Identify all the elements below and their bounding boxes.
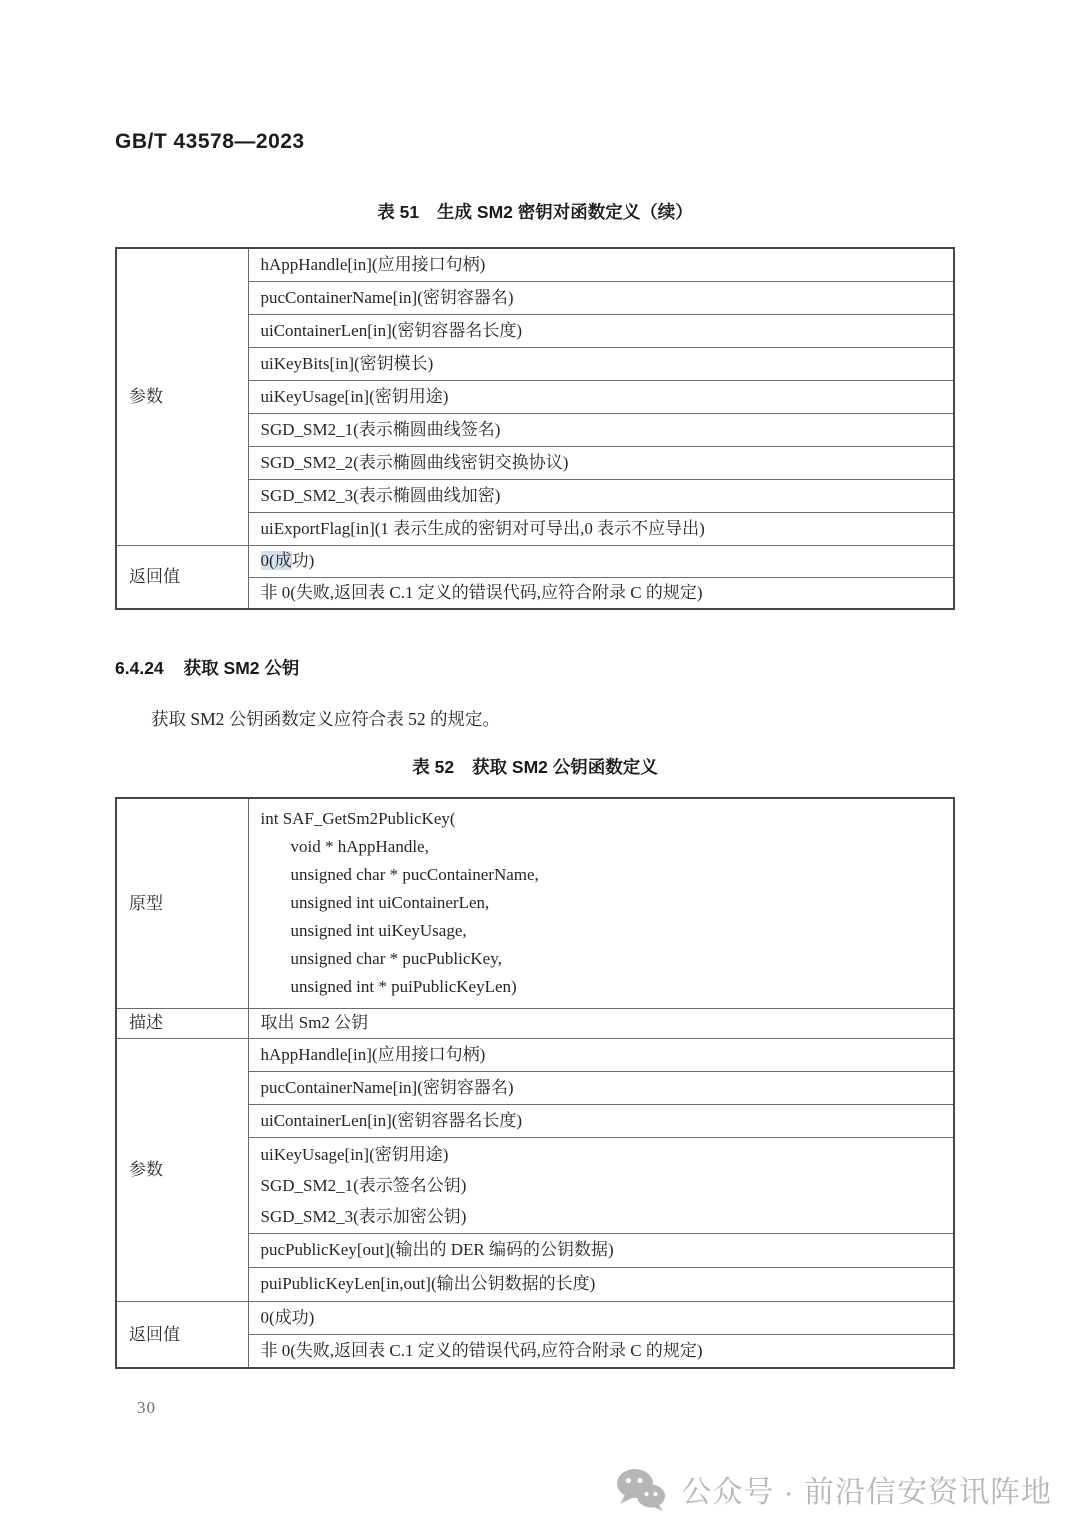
table-cell-line: uiKeyUsage[in](密钥用途) <box>260 1144 449 1164</box>
table-cell: 非 0(失败,返回表 C.1 定义的错误代码,应符合附录 C 的规定) <box>248 577 954 609</box>
key-usage-cell <box>248 1137 954 1233</box>
table-cell: uiKeyUsage[in](密钥用途) <box>248 380 954 413</box>
table-row <box>116 1301 954 1334</box>
table-51-return-label: 返回值 <box>116 545 248 609</box>
table-cell: SGD_SM2_2(表示椭圆曲线密钥交换协议) <box>248 446 954 479</box>
section-title: 获取 SM2 公钥 <box>183 658 300 678</box>
table-cell: uiContainerLen[in](密钥容器名长度) <box>248 314 954 347</box>
wechat-icon <box>615 1467 667 1511</box>
table-row <box>116 798 954 1008</box>
table-cell <box>248 545 954 577</box>
table-52-proto-label: 原型 <box>116 798 248 1008</box>
table-52-desc-label: 描述 <box>116 1008 248 1038</box>
table-row <box>116 1008 954 1038</box>
table-cell: pucPublicKey[out](输出的 DER 编码的公钥数据) <box>248 1233 954 1267</box>
table-cell: 0(成功) <box>248 1301 954 1334</box>
table-cell-line: SGD_SM2_1(表示签名公钥) <box>260 1175 467 1195</box>
code-line: unsigned int uiContainerLen, <box>290 893 490 913</box>
table-cell: uiContainerLen[in](密钥容器名长度) <box>248 1104 954 1137</box>
table-51-caption-number: 表 51 <box>377 202 420 222</box>
table-cell: uiExportFlag[in](1 表示生成的密钥对可导出,0 表示不应导出) <box>248 512 954 545</box>
section-heading <box>115 655 955 680</box>
table-52 <box>115 797 955 1369</box>
table-51-caption-title: 生成 SM2 密钥对函数定义（续） <box>437 202 693 222</box>
document-number: GB/T 43578—2023 <box>115 130 305 153</box>
table-cell: hAppHandle[in](应用接口句柄) <box>248 248 954 281</box>
prototype-cell <box>248 798 954 1008</box>
table-cell: 非 0(失败,返回表 C.1 定义的错误代码,应符合附录 C 的规定) <box>248 1334 954 1368</box>
code-line: unsigned int uiKeyUsage, <box>290 921 467 941</box>
table-cell: 取出 Sm2 公钥 <box>248 1008 954 1038</box>
table-51-caption <box>115 199 955 224</box>
watermark-text: 公众号 · 前沿信安资讯阵地 <box>681 1476 1052 1509</box>
section-number: 6.4.24 <box>115 658 164 678</box>
table-52-caption-number: 表 52 <box>412 757 455 777</box>
table-cell: pucContainerName[in](密钥容器名) <box>248 1071 954 1104</box>
code-line: void * hAppHandle, <box>290 837 429 857</box>
table-cell: uiKeyBits[in](密钥模长) <box>248 347 954 380</box>
table-52-return-label: 返回值 <box>116 1301 248 1368</box>
code-line: unsigned int * puiPublicKeyLen) <box>290 977 517 997</box>
code-line: unsigned char * pucPublicKey, <box>290 949 502 969</box>
highlighted-text: 0(成 <box>260 551 292 571</box>
table-52-caption-title: 获取 SM2 公钥函数定义 <box>472 757 658 777</box>
table-52-caption <box>115 754 955 779</box>
page-number: 30 <box>137 1398 156 1417</box>
table-row <box>116 1038 954 1071</box>
table-cell: pucContainerName[in](密钥容器名) <box>248 281 954 314</box>
code-line: int SAF_GetSm2PublicKey( <box>260 809 456 829</box>
table-51 <box>115 247 955 610</box>
page-content <box>115 0 955 1369</box>
table-cell: SGD_SM2_1(表示椭圆曲线签名) <box>248 413 954 446</box>
watermark <box>615 1467 1052 1511</box>
table-cell: hAppHandle[in](应用接口句柄) <box>248 1038 954 1071</box>
table-cell-line: SGD_SM2_3(表示加密公钥) <box>260 1206 467 1226</box>
table-52-param-label: 参数 <box>116 1038 248 1301</box>
table-cell: SGD_SM2_3(表示椭圆曲线加密) <box>248 479 954 512</box>
table-cell-text: 功) <box>291 551 315 571</box>
table-row <box>116 545 954 577</box>
table-cell: puiPublicKeyLen[in,out](输出公钥数据的长度) <box>248 1267 954 1301</box>
table-51-param-label: 参数 <box>116 248 248 545</box>
code-line: unsigned char * pucContainerName, <box>290 865 539 885</box>
body-paragraph: 获取 SM2 公钥函数定义应符合表 52 的规定。 <box>151 709 501 729</box>
table-row <box>116 248 954 281</box>
